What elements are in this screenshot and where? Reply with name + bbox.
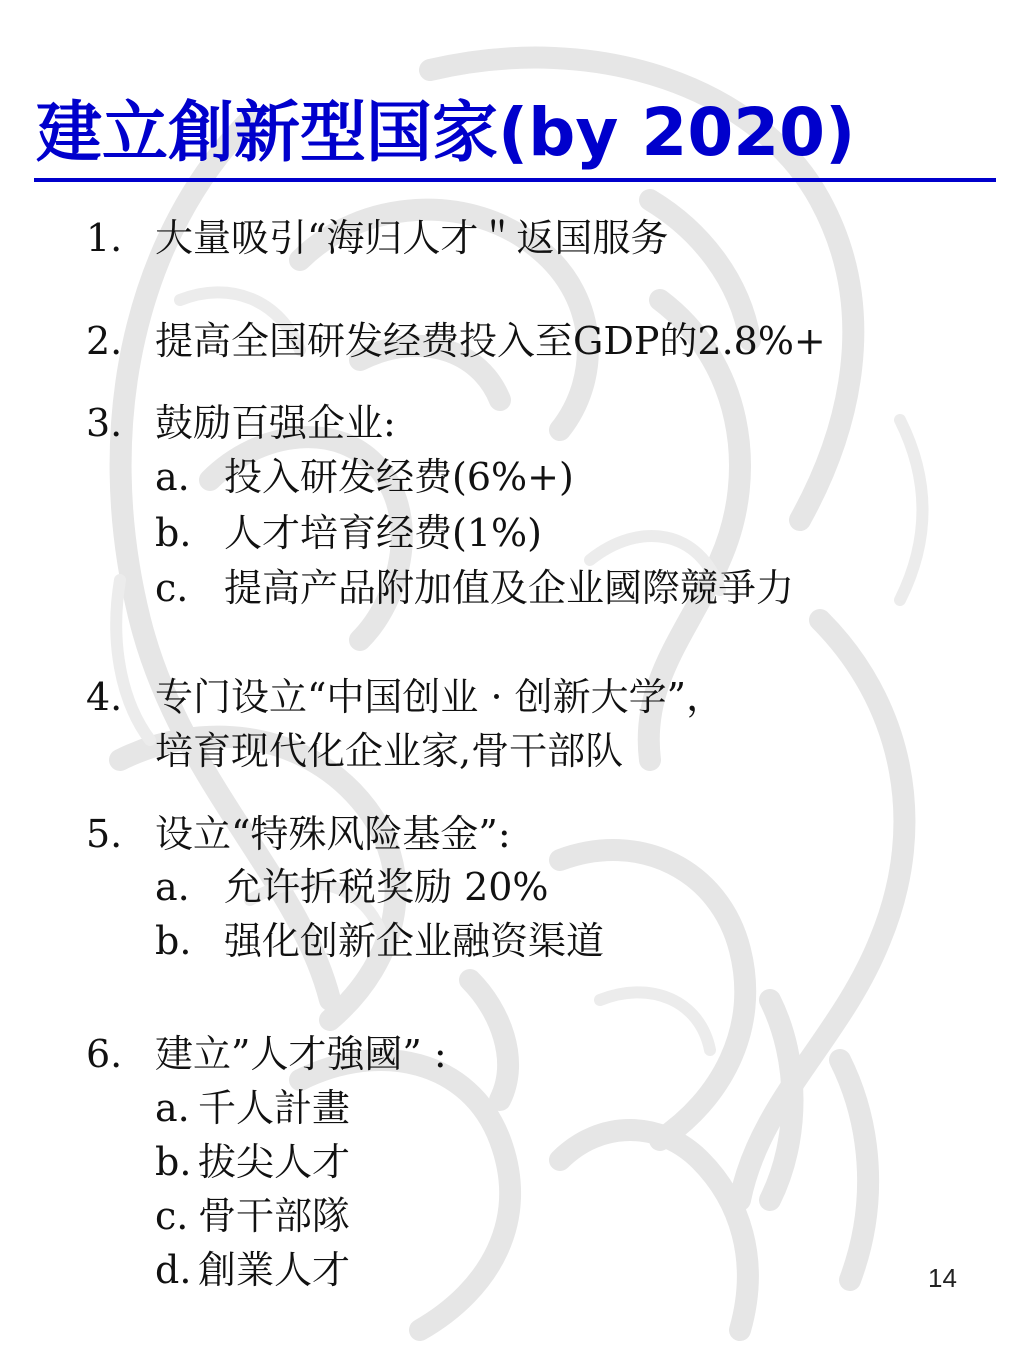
item-6b-text: 拔尖人才 xyxy=(198,1140,351,1184)
item-5-number: 5. xyxy=(86,812,123,856)
item-4-text: 专门设立“中国创业 · 创新大学”， xyxy=(155,675,725,719)
item-6-number: 6. xyxy=(86,1032,123,1076)
item-6c-marker: c. xyxy=(155,1194,189,1238)
item-2-text: 提高全国研发经费投入至GDP的2.8%+ xyxy=(155,319,826,363)
item-1-number: 1. xyxy=(86,216,123,260)
item-3b-text: 人才培育经费(1%) xyxy=(224,511,542,555)
item-6-text: 建立”人才強國” : xyxy=(155,1032,447,1076)
item-3-number: 3. xyxy=(86,401,123,445)
item-5b-text: 强化创新企业融资渠道 xyxy=(224,919,605,963)
item-1-text: 大量吸引“海归人才＂返国服务 xyxy=(155,216,669,260)
item-3-text: 鼓励百强企业: xyxy=(155,401,396,445)
item-3c-text: 提高产品附加值及企业國際競爭力 xyxy=(224,566,795,610)
item-3c-marker: c. xyxy=(155,566,189,610)
item-6d-text: 創業人才 xyxy=(198,1248,351,1292)
page-number: 14 xyxy=(928,1263,957,1293)
item-5a-text: 允许折税奖励 20% xyxy=(224,865,549,909)
title-underline xyxy=(34,178,996,182)
item-4-text-line2: 培育现代化企业家,骨干部队 xyxy=(155,729,624,773)
item-6d-marker: d. xyxy=(155,1248,192,1292)
item-5a-marker: a. xyxy=(155,865,190,909)
item-6a-text: 千人計畫 xyxy=(198,1086,351,1130)
item-2-number: 2. xyxy=(86,319,123,363)
item-6b-marker: b. xyxy=(155,1140,192,1184)
item-3a-text: 投入研发经费(6%+) xyxy=(224,455,574,499)
item-6a-marker: a. xyxy=(155,1086,190,1130)
item-5b-marker: b. xyxy=(155,919,192,963)
slide-title: 建立創新型国家(by 2020) xyxy=(36,94,856,171)
item-3b-marker: b. xyxy=(155,511,192,555)
item-3a-marker: a. xyxy=(155,455,190,499)
item-4-number: 4. xyxy=(86,675,123,719)
item-6c-text: 骨干部隊 xyxy=(198,1194,351,1238)
item-5-text: 设立“特殊风险基金”: xyxy=(155,812,511,856)
